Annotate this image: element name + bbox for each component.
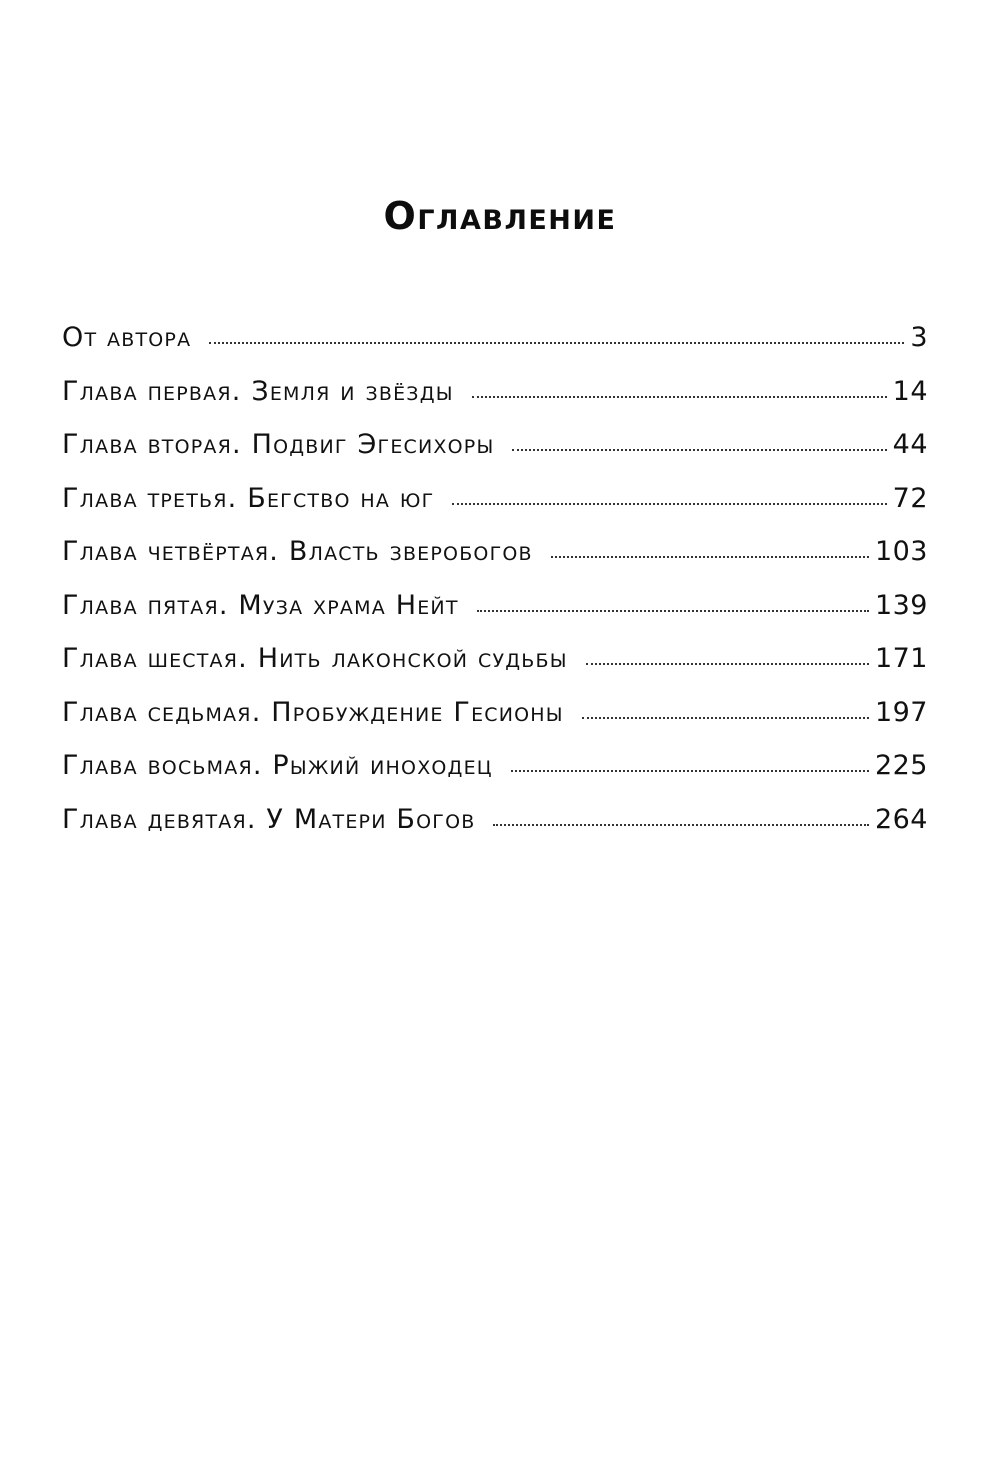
toc-entry-chapter-6 [62,632,928,686]
toc-entry-chapter-9 [62,793,928,847]
toc-entry-label: От автора [62,322,192,353]
dot-leader [511,769,869,772]
toc-list [62,311,928,846]
dot-leader [477,609,869,612]
dot-leader [582,716,869,719]
toc-entry-label: Глава шестая. Нить лаконской судьбы [62,643,568,674]
toc-entry-chapter-1 [62,365,928,419]
toc-entry-page: 264 [874,803,928,835]
dot-leader [493,823,868,826]
toc-entry-label: Глава восьмая. Рыжий иноходец [62,750,493,781]
toc-entry-page: 139 [874,589,928,621]
toc-entry-chapter-4 [62,525,928,579]
dot-leader [209,341,904,344]
toc-entry-chapter-8 [62,739,928,793]
toc-entry-page: 171 [874,643,928,674]
toc-entry-page: 72 [892,482,928,514]
toc-entry-page: 14 [892,375,928,407]
toc-entry-chapter-2 [62,418,928,472]
toc-title: Оглавление [383,194,617,238]
toc-entry-label: Глава пятая. Муза храма Нейт [62,589,459,621]
toc-entry-chapter-5 [62,579,928,633]
dot-leader [586,662,869,665]
toc-entry-label: Глава третья. Бегство на юг [62,482,435,514]
dot-leader [551,555,869,558]
toc-entry-page: 3 [910,322,928,353]
toc-entry-page: 197 [874,696,928,728]
toc-entry-label: Глава девятая. У Матери Богов [62,803,476,835]
toc-entry-label: Глава четвёртая. Власть зверобогов [62,536,533,567]
toc-entry-label: Глава седьмая. Пробуждение Гесионы [62,696,564,728]
toc-entry-page: 103 [874,536,928,567]
toc-entry-from-author [62,311,928,365]
dot-leader [472,395,887,398]
toc-entry-label: Глава первая. Земля и звёзды [62,375,454,407]
toc-entry-page: 44 [892,429,928,460]
dot-leader [512,448,886,451]
toc-entry-chapter-3 [62,472,928,526]
dot-leader [452,502,886,505]
toc-entry-label: Глава вторая. Подвиг Эгесихоры [62,429,495,460]
toc-entry-chapter-7 [62,686,928,740]
toc-entry-page: 225 [874,750,928,781]
